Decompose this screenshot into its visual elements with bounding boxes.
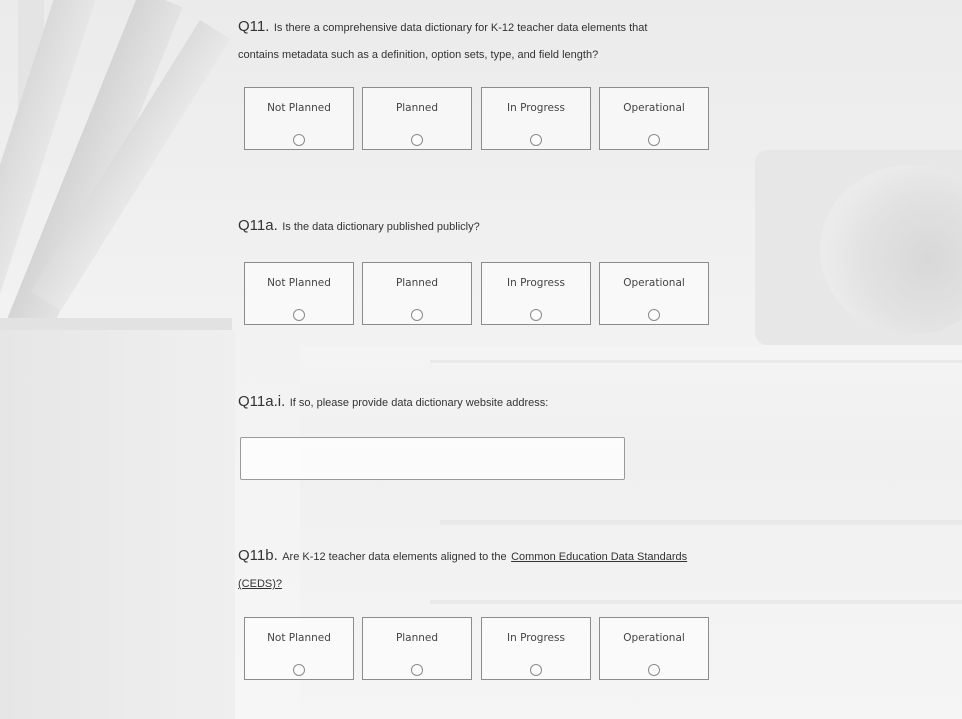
question-number: Q11a. xyxy=(238,217,278,234)
question-text: Is there a comprehensive data dictionary for K-12 teacher data elements that contains metadata such as a definition, option sets, type, and field length? xyxy=(238,22,648,61)
ceds-link[interactable]: Common Education Data Standards (CEDS)? xyxy=(238,551,688,590)
choice-group-q11b xyxy=(244,617,714,683)
choice-label: Operational xyxy=(623,102,685,114)
choice-label: In Progress xyxy=(507,632,565,644)
question-number: Q11b. xyxy=(238,547,278,564)
choice-label: In Progress xyxy=(507,102,565,114)
choice-label: Not Planned xyxy=(267,277,331,289)
choice-operational[interactable] xyxy=(599,262,709,325)
choice-not-planned[interactable] xyxy=(244,617,354,680)
choice-operational[interactable] xyxy=(599,87,709,150)
choice-label: Not Planned xyxy=(267,102,331,114)
choice-not-planned[interactable] xyxy=(244,87,354,150)
radio-button[interactable] xyxy=(648,664,660,676)
radio-button[interactable] xyxy=(293,134,305,146)
question-q11b xyxy=(238,543,688,597)
question-number: Q11a.i. xyxy=(238,393,286,410)
radio-button[interactable] xyxy=(648,309,660,321)
choice-label: Operational xyxy=(623,632,685,644)
choice-planned[interactable] xyxy=(362,617,472,680)
choice-label: Operational xyxy=(623,277,685,289)
choice-in-progress[interactable] xyxy=(481,87,591,150)
question-text: Are K-12 teacher data elements aligned to the xyxy=(282,551,507,563)
radio-button[interactable] xyxy=(411,664,423,676)
choice-label: In Progress xyxy=(507,277,565,289)
radio-button[interactable] xyxy=(648,134,660,146)
question-number: Q11. xyxy=(238,18,270,35)
choice-label: Planned xyxy=(395,632,439,644)
choice-label: Planned xyxy=(395,277,439,289)
choice-planned[interactable] xyxy=(362,262,472,325)
choice-not-planned[interactable] xyxy=(244,262,354,325)
choice-operational[interactable] xyxy=(599,617,709,680)
question-text: If so, please provide data dictionary website address: xyxy=(289,397,549,409)
choice-planned[interactable] xyxy=(362,87,472,150)
question-q11a-i xyxy=(238,389,688,416)
radio-button[interactable] xyxy=(411,134,423,146)
question-q11a xyxy=(238,213,688,240)
radio-button[interactable] xyxy=(293,664,305,676)
choice-group-q11 xyxy=(244,87,714,153)
radio-button[interactable] xyxy=(411,309,423,321)
choice-label: Planned xyxy=(395,102,439,114)
choice-group-q11a xyxy=(244,262,714,328)
question-text: Is the data dictionary published publicly? xyxy=(282,221,480,233)
radio-button[interactable] xyxy=(530,309,542,321)
radio-button[interactable] xyxy=(530,134,542,146)
radio-button[interactable] xyxy=(530,664,542,676)
question-q11 xyxy=(238,14,688,68)
choice-in-progress[interactable] xyxy=(481,262,591,325)
radio-button[interactable] xyxy=(293,309,305,321)
choice-label: Not Planned xyxy=(267,632,331,644)
website-address-input[interactable] xyxy=(240,437,625,480)
choice-in-progress[interactable] xyxy=(481,617,591,680)
